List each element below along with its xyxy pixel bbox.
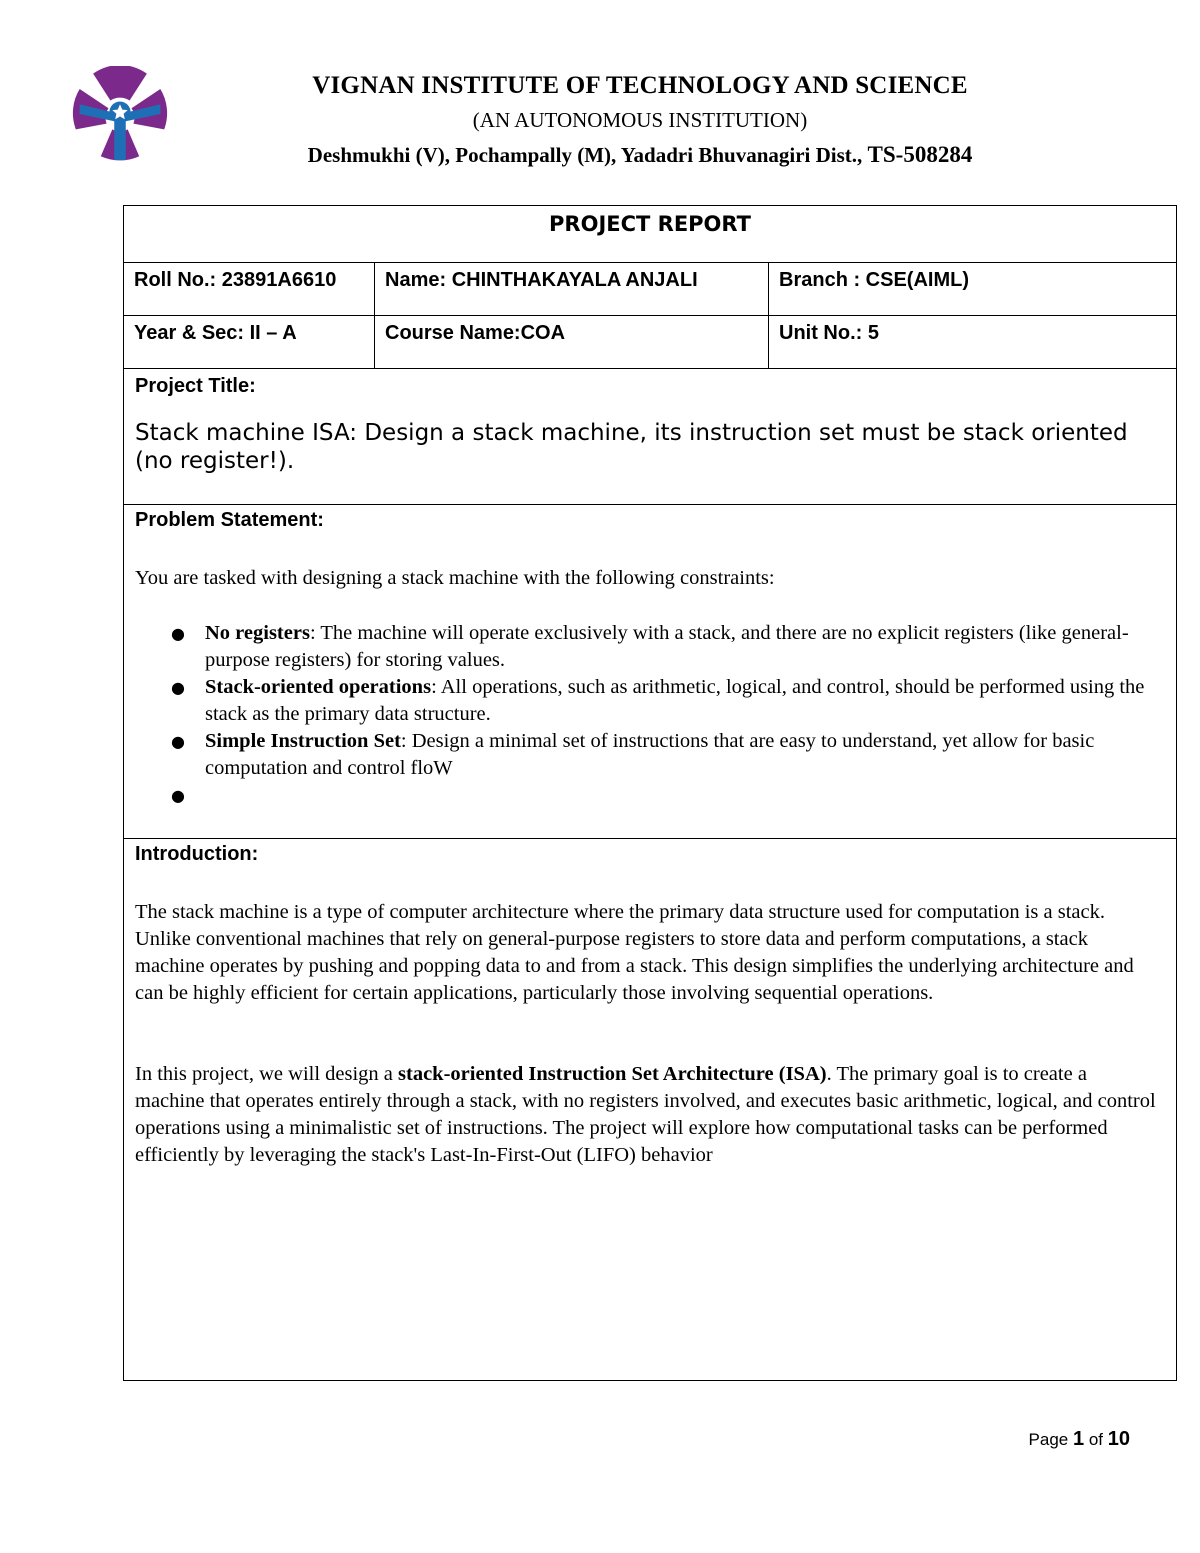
- bullet-icon: ●: [171, 624, 185, 643]
- page-number: [1029, 1428, 1130, 1451]
- report-table: [123, 205, 1177, 1381]
- bullet-icon: ●: [171, 732, 185, 751]
- total-pages: 10: [1107, 1428, 1130, 1450]
- course-name: Course Name:COA: [374, 316, 768, 368]
- course-info-row: [124, 316, 1176, 369]
- institution-subtitle: (AN AUTONOMOUS INSTITUTION): [472, 108, 808, 132]
- constraint-text: : Design a minimal set of instructions that are easy to understand, yet allow for basic computation and control floW: [205, 730, 1095, 779]
- report-heading-row: [124, 206, 1176, 263]
- constraint-term: No registers: [205, 622, 310, 644]
- introduction-row: [124, 839, 1176, 1382]
- roll-number: Roll No.: 23891A6610: [134, 269, 337, 291]
- list-item: [171, 620, 1165, 674]
- constraint-text: : All operations, such as arithmetic, logical, and control, should be performed using the stack as the primary data structure.: [205, 676, 1145, 725]
- student-info-row: [124, 263, 1176, 316]
- institution-address: [180, 142, 1100, 168]
- list-item: [171, 782, 1165, 809]
- address-text: Deshmukhi (V), Pochampally (M), Yadadri Bhuvanagiri Dist.,: [307, 143, 863, 167]
- institution-name: VIGNAN INSTITUTE OF TECHNOLOGY AND SCIENCE: [312, 72, 968, 99]
- problem-intro: You are tasked with designing a stack machine with the following constraints:: [135, 567, 775, 589]
- of-word: of: [1088, 1430, 1104, 1449]
- intro-p2-emphasis: stack-oriented Instruction Set Architecture (ISA): [398, 1063, 827, 1085]
- year-section: Year & Sec: II – A: [134, 322, 297, 344]
- introduction-paragraph-1: The stack machine is a type of computer architecture where the primary data structure used for computation is a stack. Unlike conventional machines that rely on general-purpose registers to store data and perform computations, a stack machine operates by pushing and popping data to and from a stack. This design simplifies the underlying architecture and can be highly efficient for certain applications, particularly those involving sequential operations.: [135, 901, 1134, 1004]
- problem-statement-label: Problem Statement:: [135, 509, 324, 531]
- project-title-label: Project Title:: [135, 375, 256, 397]
- bullet-icon: ●: [171, 786, 185, 805]
- list-item: [171, 728, 1165, 782]
- unit-number: Unit No.: 5: [768, 316, 1178, 368]
- student-name: Name: CHINTHAKAYALA ANJALI: [374, 263, 768, 315]
- constraints-list: [135, 620, 1165, 809]
- logo-emblem: [73, 66, 167, 160]
- constraint-term: Simple Instruction Set: [205, 730, 401, 752]
- address-pin: TS-508284: [867, 142, 973, 167]
- constraint-term: Stack-oriented operations: [205, 676, 432, 698]
- current-page: 1: [1072, 1428, 1085, 1450]
- report-heading: PROJECT REPORT: [549, 212, 751, 236]
- institution-logo: [72, 66, 168, 162]
- intro-p2-start: In this project, we will design a: [135, 1063, 399, 1085]
- introduction-paragraph-2: [135, 1061, 1159, 1169]
- problem-statement-row: [124, 505, 1176, 839]
- page-word: Page: [1028, 1430, 1069, 1449]
- list-item: [171, 674, 1165, 728]
- introduction-label: Introduction:: [135, 843, 259, 865]
- branch: Branch : CSE(AIML): [768, 263, 1178, 315]
- bullet-icon: ●: [171, 678, 185, 697]
- project-title: Stack machine ISA: Design a stack machine, its instruction set must be stack oriented (no register!).: [135, 420, 1128, 474]
- project-title-row: [124, 369, 1176, 505]
- constraint-text: : The machine will operate exclusively with a stack, and there are no explicit registers (like general-purpose registers) for storing values.: [205, 622, 1129, 671]
- intro-p2-end: . The primary goal is to create a machine that operates entirely through a stack, with no registers involved, and executes basic arithmetic, logical, and control operations using a minimalistic set of instructions. The project will explore how computational tasks can be performed efficiently by leveraging the stack's Last-In-First-Out (LIFO) behavior: [135, 1063, 1156, 1166]
